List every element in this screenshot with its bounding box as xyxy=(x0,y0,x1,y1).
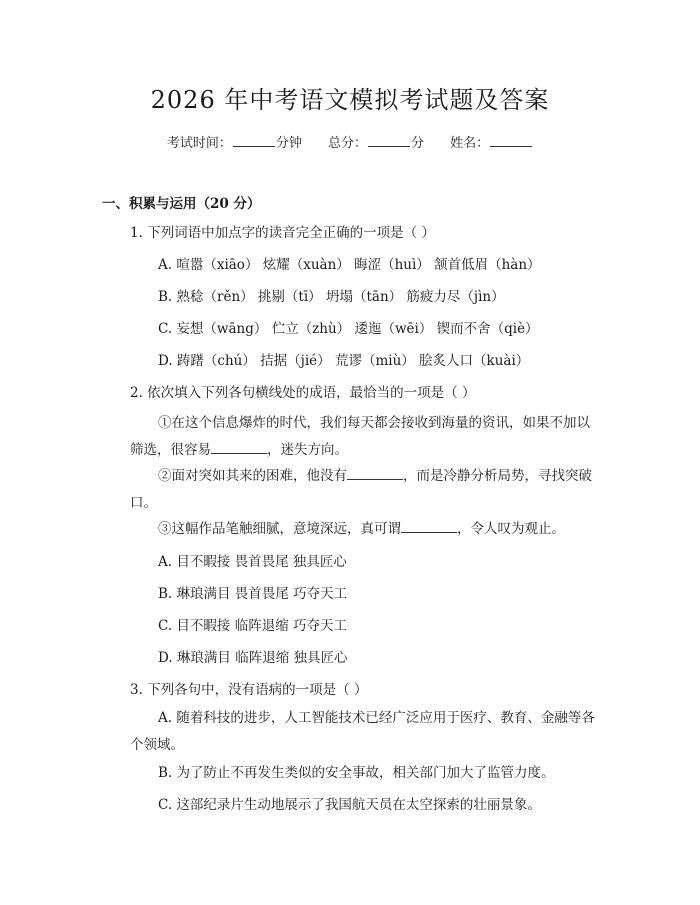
score-label: 总分： xyxy=(327,136,367,151)
sentence-1-part-a: ①在这个信息爆炸的时代，我们每天都会接收到海量的资讯，如果不加以筛选，很容易 xyxy=(130,415,590,458)
question-1-option-c[interactable]: C. 妄想（wāng） 伫立（zhù） 逶迤（wēi） 锲而不舍（qiè） xyxy=(158,321,539,337)
time-blank[interactable] xyxy=(233,134,275,147)
sentence-2-blank[interactable] xyxy=(347,467,403,480)
question-3-option-c[interactable]: C. 这部纪录片生动地展示了我国航天员在太空探索的壮丽景象。 xyxy=(158,797,541,813)
question-2-option-c[interactable]: C. 目不暇接 临阵退缩 巧夺天工 xyxy=(158,618,348,634)
question-2-option-b[interactable]: B. 琳琅满目 畏首畏尾 巧夺天工 xyxy=(158,586,348,602)
question-2-option-a[interactable]: A. 目不暇接 畏首畏尾 独具匠心 xyxy=(158,554,347,570)
question-3-option-b[interactable]: B. 为了防止不再发生类似的安全事故，相关部门加大了监管力度。 xyxy=(158,765,555,781)
name-field xyxy=(450,136,533,151)
section-title: 一、积累与运用（20 分） xyxy=(102,196,261,212)
sentence-2-part-b: ，而是冷静分析局势，寻找突破口。 xyxy=(130,468,592,511)
name-blank[interactable] xyxy=(490,134,532,147)
question-2-option-d[interactable]: D. 琳琅满目 临阵退缩 独具匠心 xyxy=(158,650,348,666)
sentence-3-part-a: ③这幅作品笔触细腻，意境深远，真可谓 xyxy=(158,521,401,537)
sentence-1-blank[interactable] xyxy=(211,441,267,454)
question-2-stem: 2. 依次填入下列各句横线处的成语，最恰当的一项是（ ） xyxy=(130,385,476,401)
question-3-option-a[interactable]: A. 随着科技的进步，人工智能技术已经广泛应用于医疗、教育、金融等各个领域。 xyxy=(130,710,595,753)
time-label: 考试时间： xyxy=(166,136,232,151)
exam-meta xyxy=(0,132,700,151)
question-2-sentence-1 xyxy=(130,410,600,464)
sentence-2-part-a: ②面对突如其来的困难，他没有 xyxy=(158,468,347,484)
time-field xyxy=(167,136,306,151)
score-field xyxy=(328,136,428,151)
sentence-1-part-b: ，迷失方向。 xyxy=(267,442,348,458)
sentence-3-part-b: ，令人叹为观止。 xyxy=(457,521,565,537)
question-2-sentence-3 xyxy=(130,516,600,543)
time-unit: 分钟 xyxy=(275,136,302,151)
question-1-option-b[interactable]: B. 熟稔（rěn） 挑剔（tī） 坍塌（tān） 筋疲力尽（jìn） xyxy=(158,289,505,305)
sentence-3-blank[interactable] xyxy=(401,520,457,533)
exam-title: 2026 年中考语文模拟考试题及答案 xyxy=(150,86,550,114)
name-label: 姓名： xyxy=(450,136,490,151)
question-1-option-d[interactable]: D. 踌躇（chú） 拮据（jié） 荒谬（miù） 脍炙人口（kuài） xyxy=(158,353,530,369)
question-3-stem: 3. 下列各句中，没有语病的一项是（ ） xyxy=(130,682,368,698)
question-1-option-a[interactable]: A. 喧嚣（xiāo） 炫耀（xuàn） 晦涩（huì） 颔首低眉（hàn） xyxy=(158,257,541,273)
score-blank[interactable] xyxy=(368,134,410,147)
score-unit: 分 xyxy=(411,136,425,151)
question-2-sentence-2 xyxy=(130,463,600,517)
question-1-stem: 1. 下列词语中加点字的读音完全正确的一项是（ ） xyxy=(130,225,435,241)
